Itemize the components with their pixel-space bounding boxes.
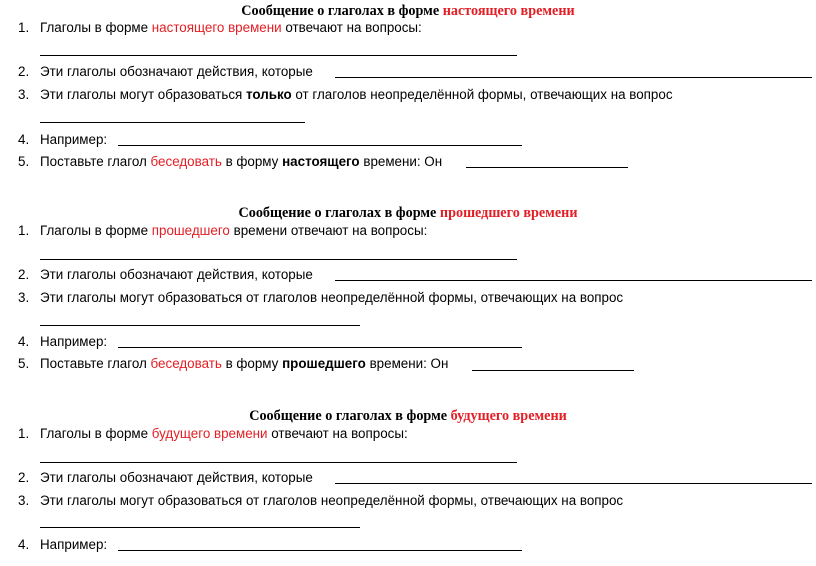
question-2 bbox=[18, 63, 812, 81]
question-text: Например: bbox=[40, 334, 108, 349]
question-4 bbox=[18, 536, 812, 554]
answer-line[interactable] bbox=[40, 325, 360, 326]
answer-line[interactable] bbox=[40, 122, 305, 123]
question-2 bbox=[18, 469, 812, 487]
question-text: Эти глаголы могут образоваться только от глаголов неопределённой формы, отвечающих на вопрос bbox=[40, 87, 673, 102]
answer-line[interactable] bbox=[118, 347, 522, 348]
question-1 bbox=[18, 19, 812, 37]
answer-line[interactable] bbox=[118, 145, 522, 146]
answer-line[interactable] bbox=[118, 550, 522, 551]
answer-line[interactable] bbox=[472, 370, 634, 371]
section-title-present bbox=[0, 3, 816, 19]
answer-line[interactable] bbox=[40, 259, 517, 260]
item-number: 3. bbox=[18, 290, 30, 305]
section-title-past bbox=[0, 205, 816, 221]
question-1 bbox=[18, 425, 812, 443]
question-4 bbox=[18, 333, 812, 351]
item-number: 4. bbox=[18, 334, 30, 349]
question-text: Поставьте глагол беседовать в форму прошедшего времени: Он bbox=[40, 356, 449, 371]
item-number: 2. bbox=[18, 470, 30, 485]
question-2 bbox=[18, 266, 812, 284]
question-5 bbox=[18, 355, 812, 373]
section-title-future bbox=[0, 408, 816, 424]
answer-line[interactable] bbox=[335, 280, 812, 281]
title-tense: настоящего времени bbox=[442, 3, 575, 19]
question-3 bbox=[18, 86, 812, 104]
title-prefix: Сообщение о глаголах в форме bbox=[241, 3, 443, 19]
question-text: Эти глаголы обозначают действия, которые bbox=[40, 470, 313, 485]
question-text: Эти глаголы обозначают действия, которые bbox=[40, 267, 313, 282]
question-text: Поставьте глагол беседовать в форму настоящего времени: Он bbox=[40, 154, 443, 169]
title-tense: прошедшего времени bbox=[439, 205, 578, 221]
question-text: Глаголы в форме прошедшего времени отвечают на вопросы: bbox=[40, 223, 428, 238]
answer-line[interactable] bbox=[40, 527, 360, 528]
question-1 bbox=[18, 222, 812, 240]
item-number: 5. bbox=[18, 154, 30, 169]
title-prefix: Сообщение о глаголах в форме bbox=[249, 408, 451, 424]
title-prefix: Сообщение о глаголах в форме bbox=[238, 205, 440, 221]
question-text: Глаголы в форме будущего времени отвечают на вопросы: bbox=[40, 426, 408, 441]
item-number: 3. bbox=[18, 493, 30, 508]
question-text: Глаголы в форме настоящего времени отвечают на вопросы: bbox=[40, 20, 422, 35]
item-number: 5. bbox=[18, 356, 30, 371]
question-3 bbox=[18, 492, 812, 510]
item-number: 1. bbox=[18, 426, 30, 441]
answer-line[interactable] bbox=[466, 167, 628, 168]
item-number: 2. bbox=[18, 64, 30, 79]
question-text: Эти глаголы обозначают действия, которые bbox=[40, 64, 313, 79]
title-tense: будущего времени bbox=[450, 408, 567, 424]
question-5 bbox=[18, 153, 812, 171]
question-3 bbox=[18, 289, 812, 307]
item-number: 3. bbox=[18, 87, 30, 102]
question-text: Эти глаголы могут образоваться от глаголов неопределённой формы, отвечающих на вопрос bbox=[40, 290, 624, 305]
answer-line[interactable] bbox=[40, 462, 517, 463]
item-number: 2. bbox=[18, 267, 30, 282]
question-text: Например: bbox=[40, 537, 108, 552]
item-number: 4. bbox=[18, 132, 30, 147]
item-number: 4. bbox=[18, 537, 30, 552]
answer-line[interactable] bbox=[335, 77, 812, 78]
question-4 bbox=[18, 131, 812, 149]
question-text: Например: bbox=[40, 132, 108, 147]
question-text: Эти глаголы могут образоваться от глаголов неопределённой формы, отвечающих на вопрос bbox=[40, 493, 624, 508]
item-number: 1. bbox=[18, 20, 30, 35]
item-number: 1. bbox=[18, 223, 30, 238]
answer-line[interactable] bbox=[40, 55, 517, 56]
answer-line[interactable] bbox=[335, 483, 812, 484]
